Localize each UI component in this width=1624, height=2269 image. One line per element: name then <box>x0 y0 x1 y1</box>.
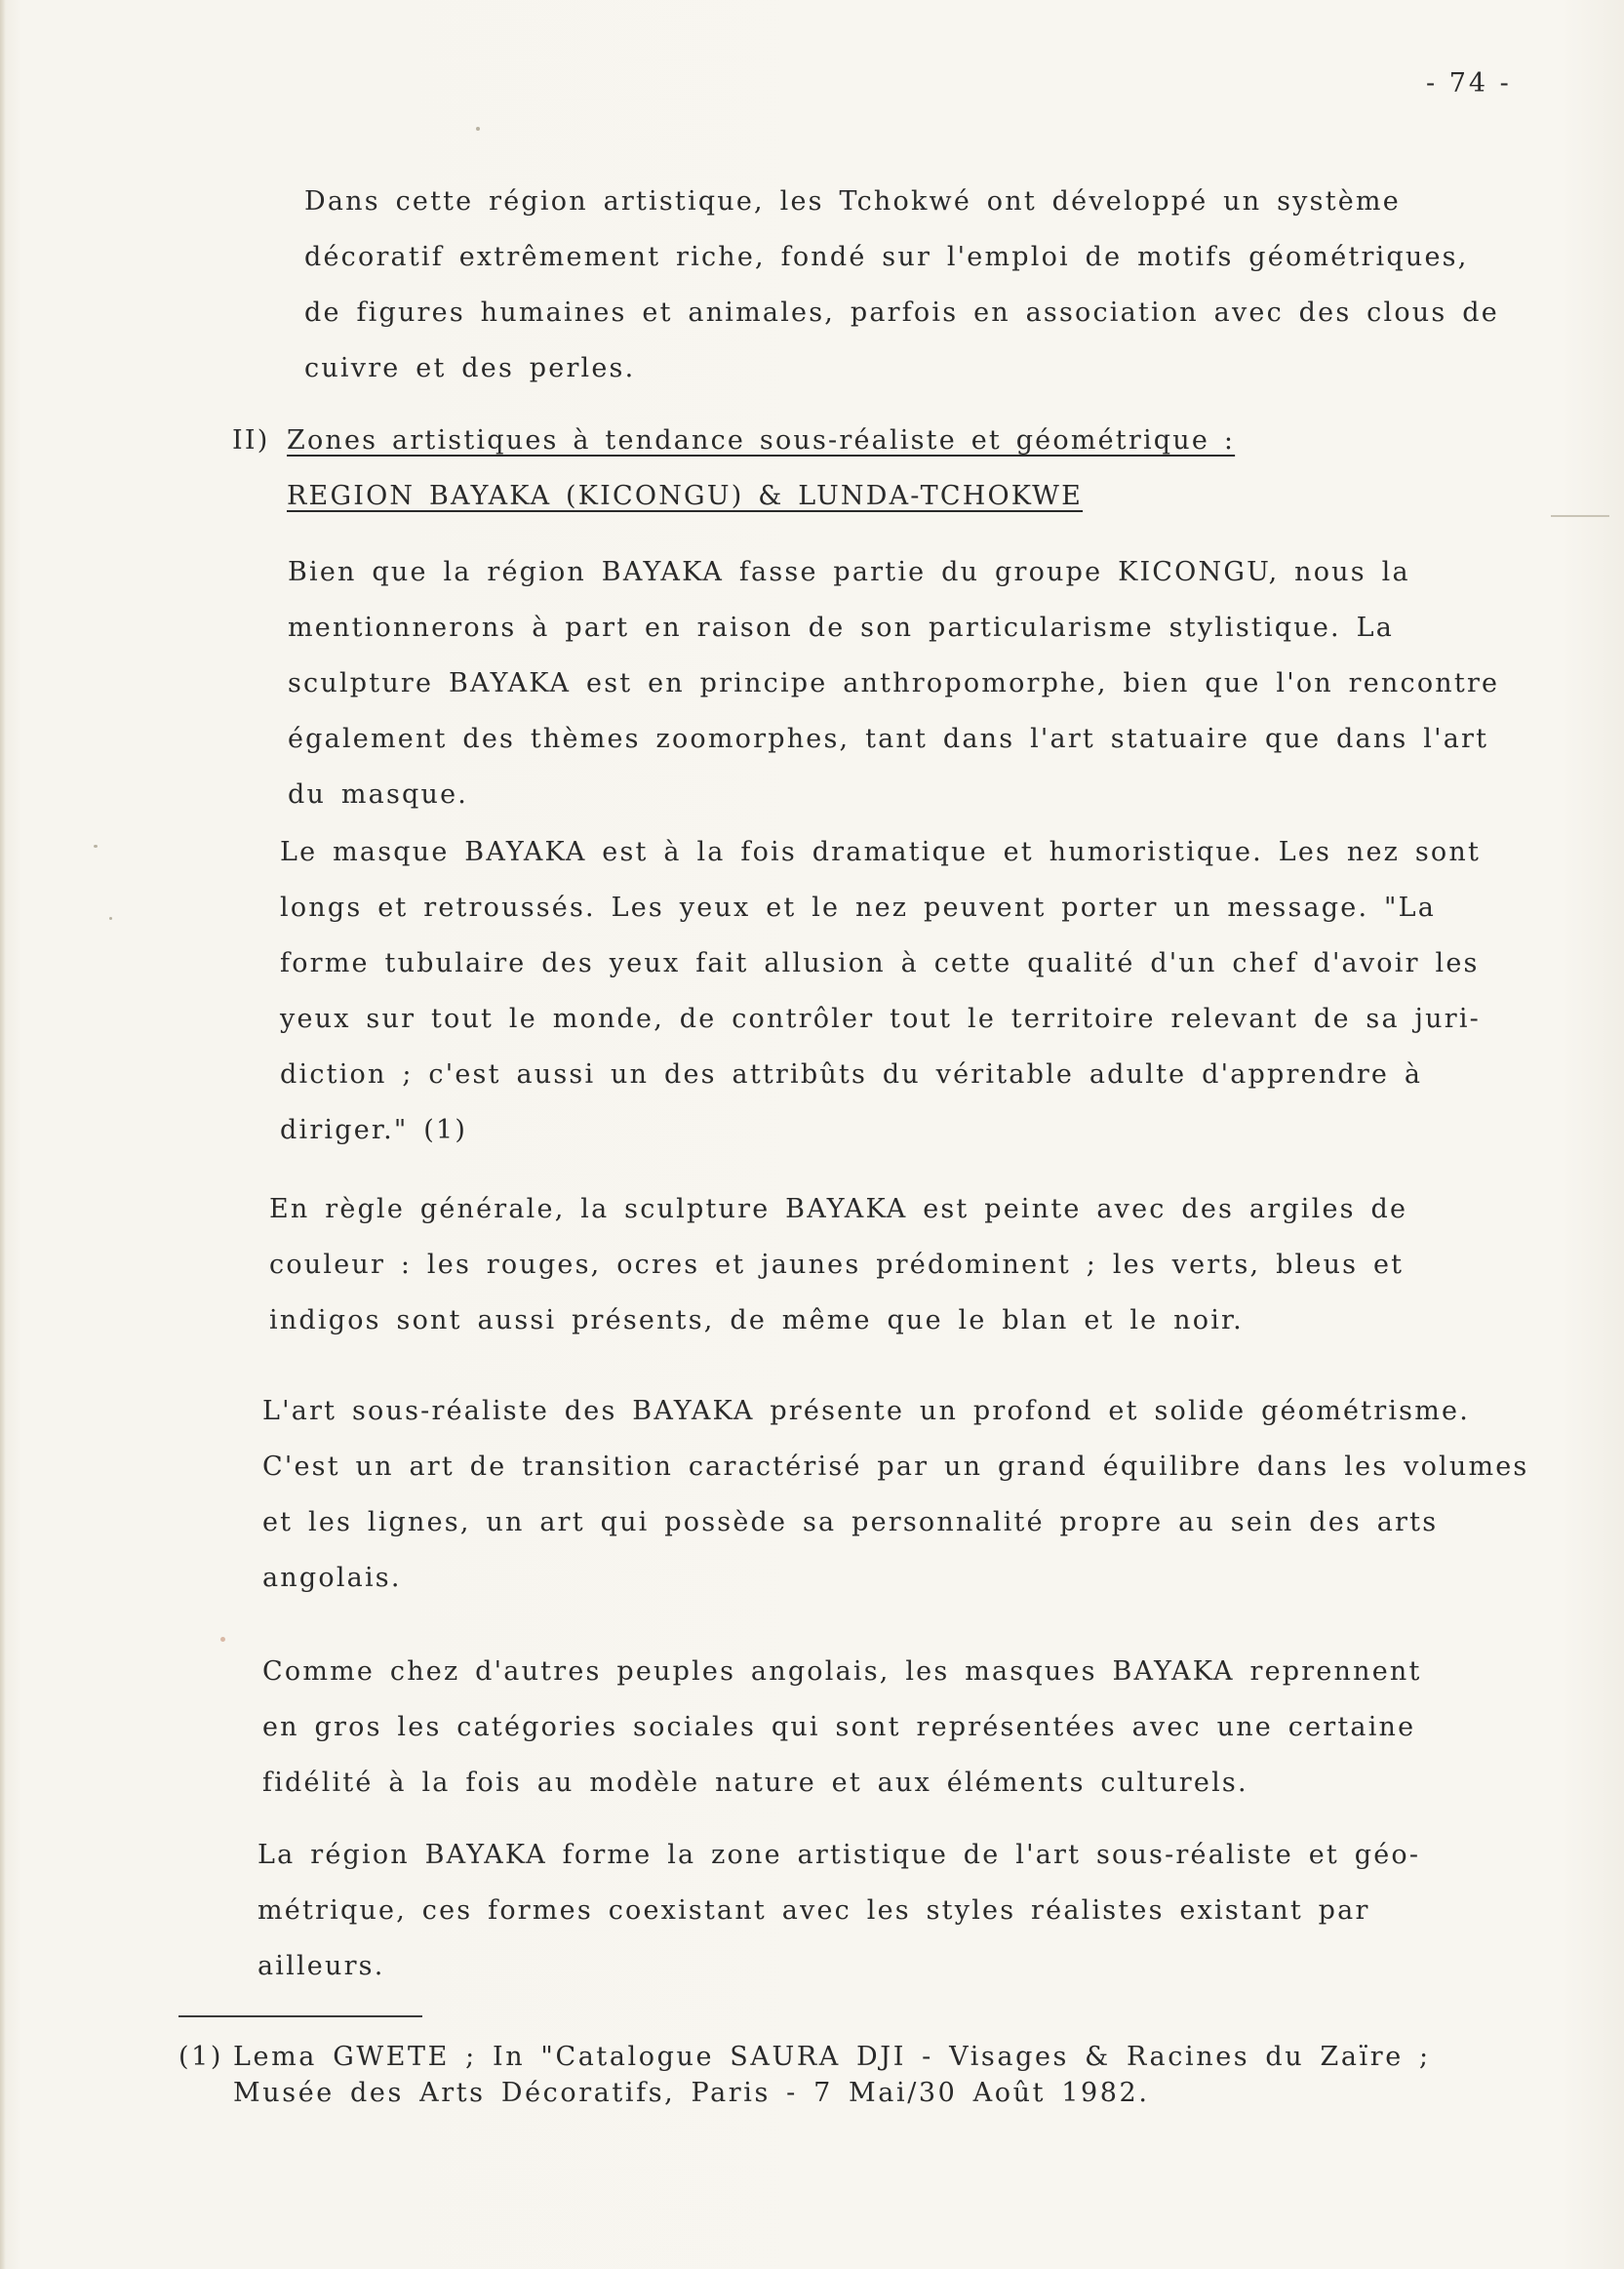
text-line: L'art sous-réaliste des BAYAKA présente un profond et solide géométrisme. <box>262 1396 1470 1426</box>
text-line: métrique, ces formes coexistant avec les styles réalistes existant par <box>257 1895 1370 1926</box>
paragraph-artistic-zone <box>257 1827 1420 1994</box>
text-line: C'est un art de transition caractérisé par un grand équilibre dans les volumes <box>262 1452 1529 1482</box>
section-heading <box>232 413 1235 524</box>
text-line: angolais. <box>262 1563 402 1593</box>
scan-speck <box>109 917 112 920</box>
paragraph-colors <box>269 1181 1407 1348</box>
footnote-line2: Musée des Arts Décoratifs, Paris - 7 Mai/30 Août 1982. <box>233 2078 1150 2108</box>
section-title-line2: REGION BAYAKA (KICONGU) & LUNDA-TCHOKWE <box>287 481 1084 511</box>
text-line: sculpture BAYAKA est en principe anthropomorphe, bien que l'on rencontre <box>288 668 1500 698</box>
text-line: cuivre et des perles. <box>304 353 636 383</box>
text-line: yeux sur tout le monde, de contrôler tout le territoire relevant de sa juri- <box>280 1004 1481 1034</box>
section-title-line1: Zones artistiques à tendance sous-réaliste et géométrique : <box>287 425 1236 456</box>
text-line: Dans cette région artistique, les Tchokwé ont développé un système <box>304 186 1401 217</box>
text-line: décoratif extrêmement riche, fondé sur l'emploi de motifs géométriques, <box>304 242 1469 272</box>
text-line: Bien que la région BAYAKA fasse partie du groupe KICONGU, nous la <box>288 557 1410 587</box>
text-line: forme tubulaire des yeux fait allusion à cette qualité d'un chef d'avoir les <box>280 948 1480 978</box>
text-line: diction ; c'est aussi un des attribûts du véritable adulte d'apprendre à <box>280 1059 1423 1090</box>
page-number: - 74 - <box>1426 68 1512 99</box>
scan-speck <box>94 845 98 848</box>
text-line: ailleurs. <box>257 1951 385 1981</box>
text-line: En règle générale, la sculpture BAYAKA est peinte avec des argiles de <box>269 1194 1408 1224</box>
text-line: Le masque BAYAKA est à la fois dramatique et humoristique. Les nez sont <box>280 837 1482 867</box>
text-line: Comme chez d'autres peuples angolais, les masques BAYAKA reprennent <box>262 1656 1422 1687</box>
footnote-line1: Lema GWETE ; In "Catalogue SAURA DJI - Visages & Racines du Zaïre ; <box>233 2042 1431 2072</box>
text-line: couleur : les rouges, ocres et jaunes prédominent ; les verts, bleus et <box>269 1250 1405 1280</box>
paragraph-tchokwe-decoration <box>304 174 1499 396</box>
text-line: mentionnerons à part en raison de son particularisme stylistique. La <box>288 613 1395 643</box>
text-line: du masque. <box>288 779 469 810</box>
footnote-marker: (1) <box>178 2042 224 2072</box>
text-line: La région BAYAKA forme la zone artistique de l'art sous-réaliste et géo- <box>257 1840 1421 1870</box>
text-line: en gros les catégories sociales qui sont représentées avec une certaine <box>262 1712 1416 1742</box>
paragraph-bayaka-region <box>288 544 1499 822</box>
text-line: fidélité à la fois au modèle nature et aux éléments culturels. <box>262 1768 1248 1798</box>
scan-speck <box>476 127 480 131</box>
text-line: diriger." (1) <box>280 1115 468 1145</box>
scan-speck <box>220 1637 225 1642</box>
page-edge <box>0 0 6 2269</box>
text-line: de figures humaines et animales, parfois en association avec des clous de <box>304 298 1499 328</box>
footnote-separator <box>178 2015 422 2017</box>
text-line: et les lignes, un art qui possède sa personnalité propre au sein des arts <box>262 1507 1439 1537</box>
paragraph-bayaka-mask <box>280 824 1481 1158</box>
paragraph-masks-categories <box>262 1644 1422 1811</box>
scan-speck <box>1551 515 1609 517</box>
text-line: indigos sont aussi présents, de même que le blan et le noir. <box>269 1305 1244 1335</box>
text-line: longs et retroussés. Les yeux et le nez peuvent porter un message. "La <box>280 893 1437 923</box>
paragraph-geometrism <box>262 1383 1528 1606</box>
footnote <box>178 2039 1431 2111</box>
text-line: également des thèmes zoomorphes, tant dans l'art statuaire que dans l'art <box>288 724 1489 754</box>
section-number: II) <box>232 425 270 456</box>
